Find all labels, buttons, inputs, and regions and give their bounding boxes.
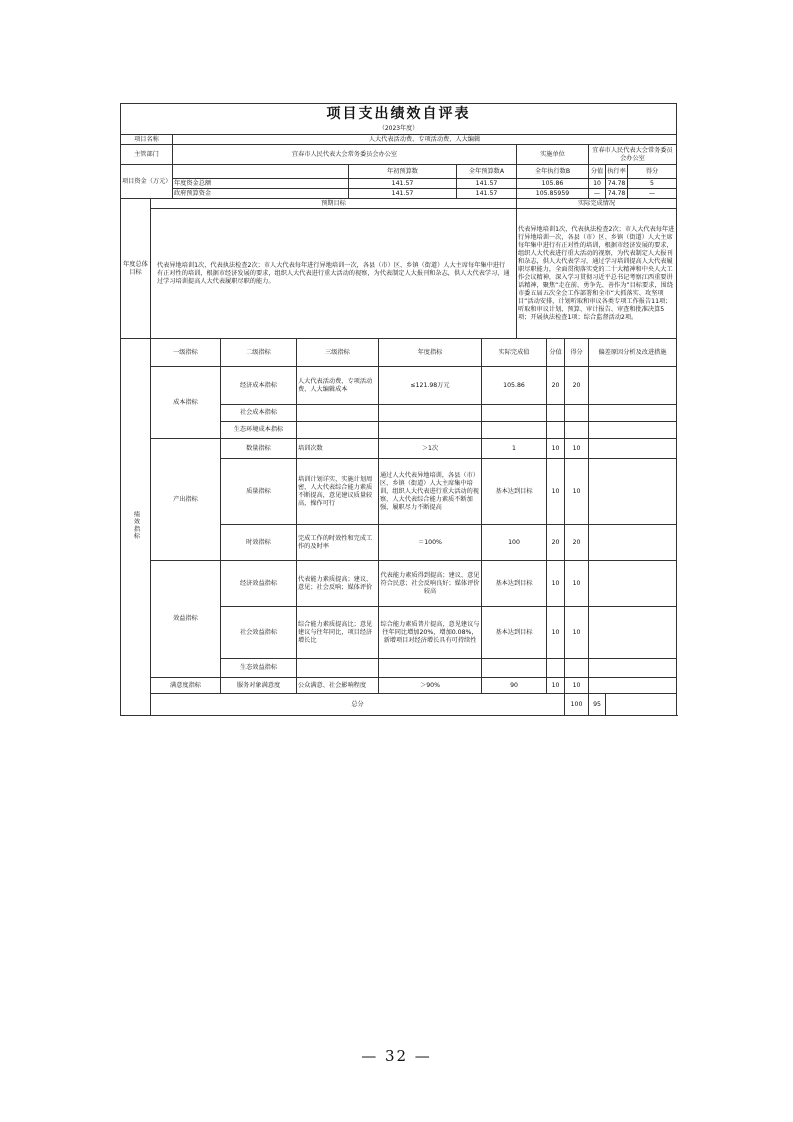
funds-row-gov-name: 政府预算资金 [173,189,349,199]
output-qty-weight: 10 [547,439,565,459]
cost-social-target [379,405,482,422]
ind-header-actual: 实际完成值 [482,339,547,367]
ind-header-level2: 二级指标 [221,339,297,367]
benefit-eco-actual [482,659,547,678]
evaluation-table [120,103,677,716]
benefit-social-weight: 10 [547,607,565,659]
cost-eco-level2: 生态环境成本指标 [221,422,297,439]
ind-header-deviation: 偏差原因分析及改进措施 [589,339,677,367]
output-quality-weight: 10 [547,459,565,525]
benefit-social-actual: 基本达到目标 [482,607,547,659]
cost-econ-level2: 经济成本指标 [221,367,297,405]
goals-expected-header: 预期目标 [151,199,517,209]
benefit-social-target: 综合能力素质普片提高，意见建议与往年同比增加20%，增加0.08%，新增项目对经济增长具有可持续性 [379,607,482,659]
satisfaction-weight: 10 [547,678,565,694]
funds-row-gov-annual: 141.57 [457,189,517,199]
funds-row-gov-initial: 141.57 [349,189,457,199]
funds-header-weight: 分值 [589,165,606,179]
ind-header-weight: 分值 [547,339,565,367]
total-score: 95 [589,694,606,716]
goals-label-text: 年度总体目标 [123,260,148,276]
project-name-label: 项目名称 [121,135,173,145]
output-quality-deviation [589,459,677,525]
cost-econ-weight: 20 [547,367,565,405]
benefit-econ-score: 10 [565,561,589,607]
output-time-target: ＝100% [379,525,482,561]
output-qty-actual: 1 [482,439,547,459]
funds-row-total-weight: 10 [589,179,606,189]
cost-level1: 成本指标 [151,367,221,439]
total-weight: 100 [565,694,589,716]
funds-row-total-annual: 141.57 [457,179,517,189]
cost-social-weight [547,405,565,422]
sheet-year: （2023年度） [121,124,677,135]
satisfaction-actual: 90 [482,678,547,694]
benefit-social-level3: 综合能力素质提高比；意见建议与往年同比，项目经济增长比 [297,607,379,659]
cost-econ-actual: 105.86 [482,367,547,405]
benefit-econ-level2: 经济效益指标 [221,561,297,607]
funds-header-annual: 全年预算数A [457,165,517,179]
satisfaction-score: 10 [565,678,589,694]
cost-social-score [565,405,589,422]
benefit-eco-score [565,659,589,678]
funds-header-initial: 年初预算数 [349,165,457,179]
benefit-econ-weight: 10 [547,561,565,607]
dept-value: 宜春市人民代表大会常务委员会办公室 [173,145,517,165]
funds-row-total-initial: 141.57 [349,179,457,189]
impl-unit-value: 宜春市人民代表大会常务委员会办公室 [589,145,677,165]
output-time-level3: 完成工作的时效性和完成工作的及时率 [297,525,379,561]
output-time-deviation [589,525,677,561]
indicators-label-text: 绩效指标 [132,511,140,540]
funds-row-total-executed: 105.86 [517,179,589,189]
output-time-level2: 时效指标 [221,525,297,561]
funds-header-blank [173,165,349,179]
sheet-title: 项目支出绩效自评表 [121,104,677,125]
cost-eco-score [565,422,589,439]
output-qty-deviation [589,439,677,459]
benefit-social-level2: 社会效益指标 [221,607,297,659]
funds-row-gov-rate: 74.78 [606,189,628,199]
cost-social-level2: 社会成本指标 [221,405,297,422]
goals-expected-text: 代表异地培训1次，代表执法检查2次；市人大代表每年进行异地培训一次，各县（市）区、乡镇（街道）人大主席每年集中进行有正对性的培训，根据市经济发展的要求，组织人大代表进行重大活动的视察，为代表制定人大报刊和杂志，供人大代表学习，通过学习培训提高人大代表履职尽职的能力。 [151,209,517,339]
cost-social-actual [482,405,547,422]
output-quality-level2: 质量指标 [221,459,297,525]
satisfaction-level2: 服务对象满意度 [221,678,297,694]
dept-label: 主管部门 [121,145,173,165]
output-quality-score: 10 [565,459,589,525]
cost-eco-level3 [297,422,379,439]
benefit-level1: 效益指标 [151,561,221,678]
output-qty-score: 10 [565,439,589,459]
benefit-eco-level2: 生态效益指标 [221,659,297,678]
cost-social-level3 [297,405,379,422]
output-quality-actual: 基本达到目标 [482,459,547,525]
funds-row-gov-score: — [628,189,677,199]
impl-unit-label: 实施单位 [517,145,589,165]
cost-social-deviation [589,405,677,422]
output-time-score: 20 [565,525,589,561]
satisfaction-deviation [589,678,677,694]
cost-econ-deviation [589,367,677,405]
satisfaction-target: ＞90% [379,678,482,694]
project-name-value: 人大代表活动费、专项活动费、人大编辑 [173,135,677,145]
goals-label [121,199,151,339]
benefit-econ-actual: 基本达到目标 [482,561,547,607]
benefit-eco-target [379,659,482,678]
benefit-social-deviation [589,607,677,659]
funds-row-total-name: 年度资金总额 [173,179,349,189]
output-qty-level3: 培训次数 [297,439,379,459]
ind-header-score: 得分 [565,339,589,367]
output-time-actual: 100 [482,525,547,561]
cost-eco-weight [547,422,565,439]
output-quality-target: 通过人大代表异地培训，各县（市）区、乡镇（街道）人大主席集中培训，组织人大代表进行重大活动的视察，人大代表综合能力素质不断加强，履职尽力不断提高 [379,459,482,525]
benefit-eco-level3 [297,659,379,678]
goals-actual-header: 实际完成情况 [517,199,677,209]
benefit-eco-weight [547,659,565,678]
satisfaction-level1: 满意度指标 [151,678,221,694]
satisfaction-level3: 公众满意、社会影响程度 [297,678,379,694]
cost-eco-target [379,422,482,439]
ind-header-level1: 一级指标 [151,339,221,367]
output-qty-level2: 数量指标 [221,439,297,459]
ind-header-target: 年度指标 [379,339,482,367]
goals-actual-text: 代表异地培训1次，代表执法检查2次；市人大代表每年进行异地培训一次，各县（市）区、乡镇（街道）人大主席每年集中进行有正对性的培训，根据市经济发展的要求，组织人大代表进行重大活动的视察，为代表制定人大报刊和杂志，供人大代表学习，通过学习培训提高人大代表履职尽职能力，全面贯彻落实党的二十大精神和中央人大工作会议精神，深入学习贯彻习近平总书记考察江西重要讲话精神，聚焦“走在前、勇争先、善作为”目标要求，围绕市委五届五次全会工作部署和全市“大抓落实、攻坚项目”活动安排，计划听取和审议各类专项工作报告11项；听取和审议计划、预算、审计报告、审查和批准决算5项；开展执法检查1项；综合监督活动2项。 [517,209,677,339]
cost-econ-level3: 人大代表活动费、专项活动费、人大编辑成本 [297,367,379,405]
funds-row-gov-executed: 105.85959 [517,189,589,199]
benefit-econ-deviation [589,561,677,607]
benefit-eco-deviation [589,659,677,678]
indicators-label [121,339,151,716]
funds-header-executed: 全年执行数B [517,165,589,179]
page-number: — 32 — [361,1047,432,1065]
benefit-econ-level3: 代表能力素质提高；建议、意见；社会反响；媒体评价 [297,561,379,607]
output-qty-target: ＞1次 [379,439,482,459]
funds-row-total-rate: 74.78 [606,179,628,189]
benefit-social-score: 10 [565,607,589,659]
output-level1: 产出指标 [151,439,221,561]
total-label: 总分 [151,694,565,716]
evaluation-sheet [120,103,676,716]
funds-row-gov-weight: — [589,189,606,199]
cost-eco-deviation [589,422,677,439]
funds-label: 项目资金（万元） [121,165,173,199]
output-time-weight: 20 [547,525,565,561]
total-deviation [606,694,677,716]
benefit-econ-target: 代表能力素质得到提高；建议、意见符合民意；社会反响良好；媒体评价较高 [379,561,482,607]
cost-econ-target: ≤121.98万元 [379,367,482,405]
funds-header-score: 得分 [628,165,677,179]
ind-header-level3: 三级指标 [297,339,379,367]
funds-row-total-score: 5 [628,179,677,189]
cost-eco-actual [482,422,547,439]
output-quality-level3: 培训计划详实，实施计划周密，人大代表综合能力素质不断提高，意见建议质量较高，操作可行 [297,459,379,525]
cost-econ-score: 20 [565,367,589,405]
funds-header-rate: 执行率 [606,165,628,179]
